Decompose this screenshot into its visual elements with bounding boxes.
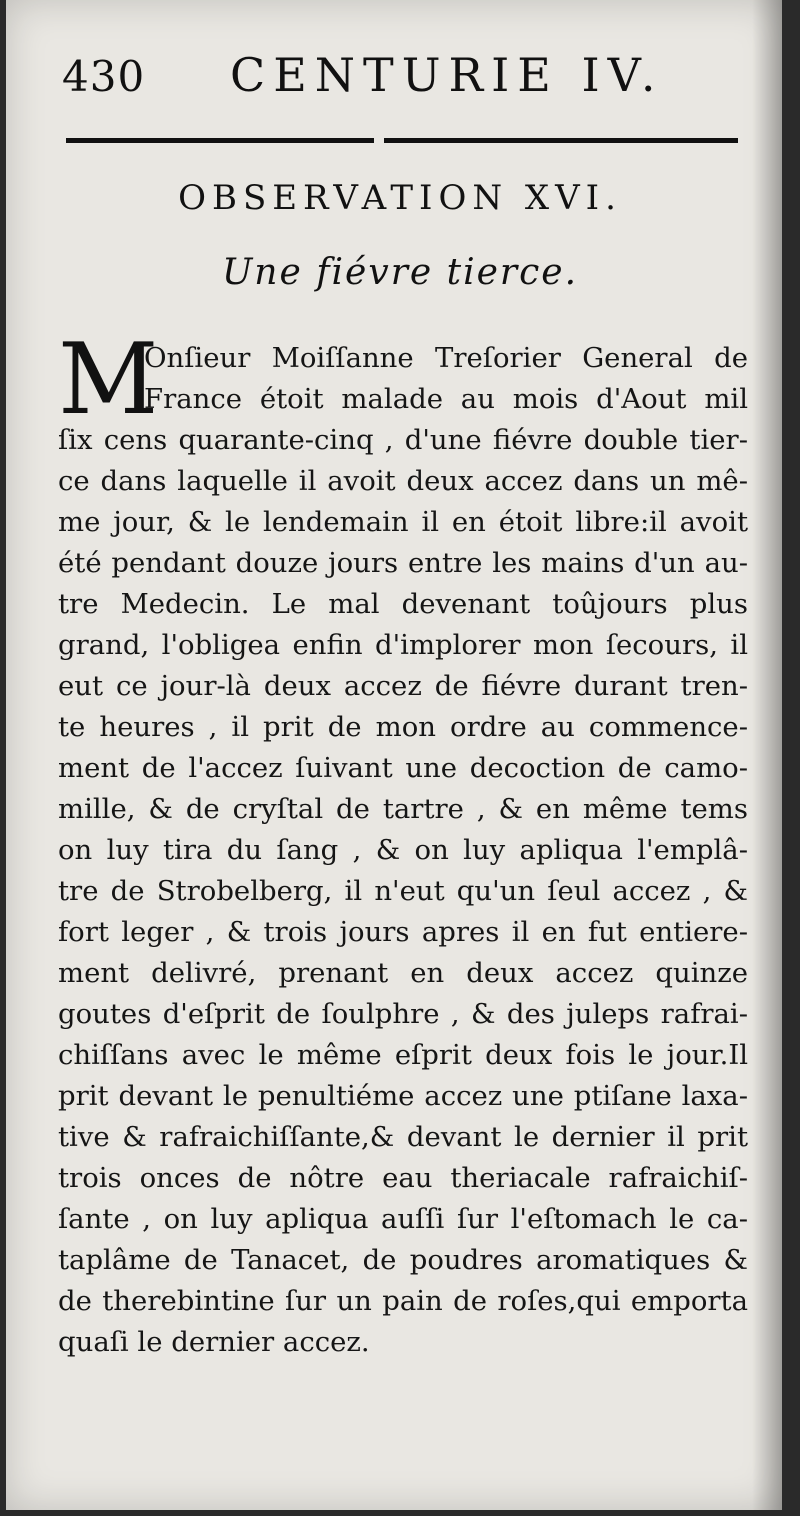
text-line: quaſi le dernier accez. (58, 1326, 370, 1358)
page-number: 430 (62, 52, 146, 101)
text-line: on luy tira du ſang , & on luy apliqua l'emplâ- (58, 834, 748, 866)
text-line: goutes d'eſprit de ſoulphre , & des juleps rafrai- (58, 998, 748, 1030)
running-title: CENTURIE IV. (230, 48, 664, 102)
text-line: tive & rafraichiſſante,& devant le dernier il prit (58, 1121, 748, 1153)
text-line: grand, l'obligea enfin d'implorer mon ſecours, il (58, 629, 748, 661)
text-line: ſix cens quarante-cinq , d'une fiévre double tier- (58, 424, 748, 456)
text-line: chiſſans avec le même eſprit deux fois le jour.Il (58, 1039, 748, 1071)
text-line: te heures , il prit de mon ordre au commence- (58, 711, 748, 743)
text-line: prit devant le penultiéme accez une ptiſane laxa- (58, 1080, 748, 1112)
observation-subtitle: Une fiévre tierce. (221, 252, 579, 293)
text-line: taplâme de Tanacet, de poudres aromatiques & (58, 1244, 748, 1276)
text-line: trois onces de nôtre eau theriacale rafraichiſ- (58, 1162, 748, 1194)
header-rule (66, 138, 738, 143)
text-line: me jour, & le lendemain il en étoit libre:il avoit (58, 506, 748, 538)
text-line: mille, & de cryſtal de tartre , & en même tems (58, 793, 748, 825)
text-line: ſante , on luy apliqua auſſi ſur l'eſtomach le ca- (58, 1203, 748, 1235)
text-line: tre de Strobelberg, il n'eut qu'un ſeul accez , & (58, 875, 748, 907)
text-line: de therebintine ſur un pain de roſes,qui emporta (58, 1285, 748, 1317)
text-line: ment delivré, prenant en deux accez quinze (58, 957, 748, 989)
text-line: eut ce jour-là deux accez de fiévre durant tren- (58, 670, 748, 702)
observation-title: OBSERVATION XVI. (178, 178, 622, 218)
text-line: ce dans laquelle il avoit deux accez dans un mê- (58, 465, 748, 497)
drop-cap: M (58, 323, 159, 437)
text-line: ment de l'accez ſuivant une decoction de camo- (58, 752, 748, 784)
text-line: tre Medecin. Le mal devenant toûjours plus (58, 588, 748, 620)
text-line: fort leger , & trois jours apres il en fut entiere- (58, 916, 748, 948)
text-line: Onſieur Moiſſanne Treſorier General de (144, 342, 748, 374)
text-line: France étoit malade au mois d'Aout mil (144, 383, 748, 415)
text-line: été pendant douze jours entre les mains d'un au- (58, 547, 748, 579)
running-head (62, 46, 752, 116)
